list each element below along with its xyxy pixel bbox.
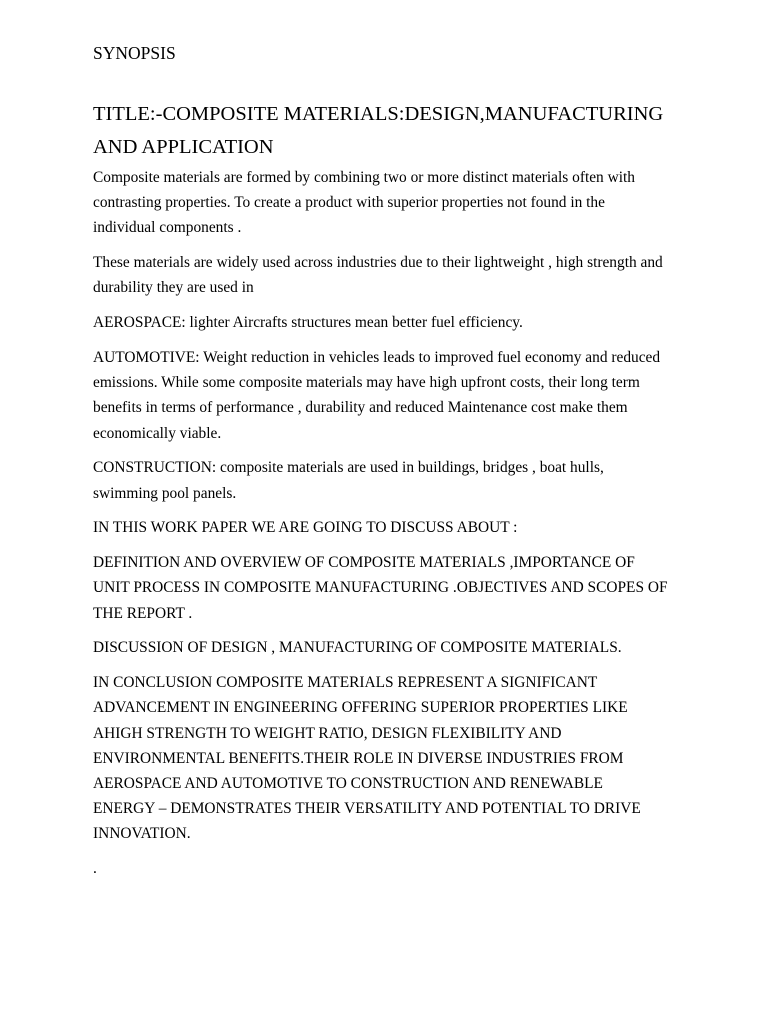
- title-line: TITLE:-COMPOSITE MATERIALS:DESIGN,MANUFACTURING: [93, 103, 664, 125]
- text-line: UNIT PROCESS IN COMPOSITE MANUFACTURING .OBJECTIVES AND SCOPES OF: [93, 579, 668, 597]
- text-line: These materials are widely used across industries due to their lightweight , high strength and: [93, 254, 663, 272]
- document-title: [93, 98, 693, 164]
- text-line: THE REPORT .: [93, 604, 193, 622]
- text-line: Composite materials are formed by combining two or more distinct materials often with: [93, 169, 635, 186]
- text-line: DISCUSSION OF DESIGN , MANUFACTURING OF COMPOSITE MATERIALS.: [93, 639, 622, 657]
- text-line: INNOVATION.: [93, 825, 191, 843]
- text-line: individual components .: [93, 219, 242, 237]
- text-line: emissions. While some composite materials may have high upfront costs, their long term: [93, 374, 640, 392]
- paragraph-trailing-dot: [93, 856, 683, 881]
- text-line: benefits in terms of performance , durability and reduced Maintenance cost make them: [93, 399, 628, 417]
- text-line: ENVIRONMENTAL BENEFITS.THEIR ROLE IN DIVERSE INDUSTRIES FROM: [93, 749, 624, 767]
- paragraph-construction: [93, 455, 683, 505]
- paragraph-automotive: [93, 345, 683, 446]
- text-line: AEROSPACE AND AUTOMOTIVE TO CONSTRUCTION AND RENEWABLE: [93, 775, 603, 793]
- paragraph-aerospace: [93, 310, 683, 335]
- document-heading: SYNOPSIS: [93, 43, 176, 63]
- text-line: DEFINITION AND OVERVIEW OF COMPOSITE MATERIALS ,IMPORTANCE OF: [93, 554, 635, 572]
- paragraph-usage: [93, 250, 683, 300]
- text-line: durability they are used in: [93, 279, 254, 297]
- text-line: AUTOMOTIVE: Weight reduction in vehicles leads to improved fuel economy and reduced: [93, 349, 661, 366]
- title-line: AND APPLICATION: [93, 136, 274, 158]
- text-line: ENERGY – DEMONSTRATES THEIR VERSATILITY AND POTENTIAL TO DRIVE: [93, 800, 641, 818]
- paragraph-definition: [93, 550, 683, 626]
- text-line: CONSTRUCTION: composite materials are used in buildings, bridges , boat hulls,: [93, 459, 604, 477]
- text-line: AEROSPACE: lighter Aircrafts structures mean better fuel efficiency.: [93, 314, 523, 332]
- text-line: ADVANCEMENT IN ENGINEERING OFFERING SUPERIOR PROPERTIES LIKE: [93, 699, 628, 717]
- text-line: IN THIS WORK PAPER WE ARE GOING TO DISCUSS ABOUT :: [93, 519, 518, 537]
- document-body: [93, 165, 683, 891]
- text-line: AHIGH STRENGTH TO WEIGHT RATIO, DESIGN FLEXIBILITY AND: [93, 724, 562, 742]
- text-line: contrasting properties. To create a product with superior properties not found in the: [93, 194, 605, 212]
- text-line: economically viable.: [93, 424, 222, 442]
- text-line: IN CONCLUSION COMPOSITE MATERIALS REPRESENT A SIGNIFICANT: [93, 674, 598, 692]
- paragraph-discussion: [93, 635, 683, 660]
- paragraph-conclusion: [93, 670, 683, 846]
- text-line: .: [93, 860, 97, 878]
- text-line: swimming pool panels.: [93, 484, 237, 502]
- paragraph-intro: [93, 165, 683, 241]
- paragraph-discuss-intro: [93, 515, 683, 540]
